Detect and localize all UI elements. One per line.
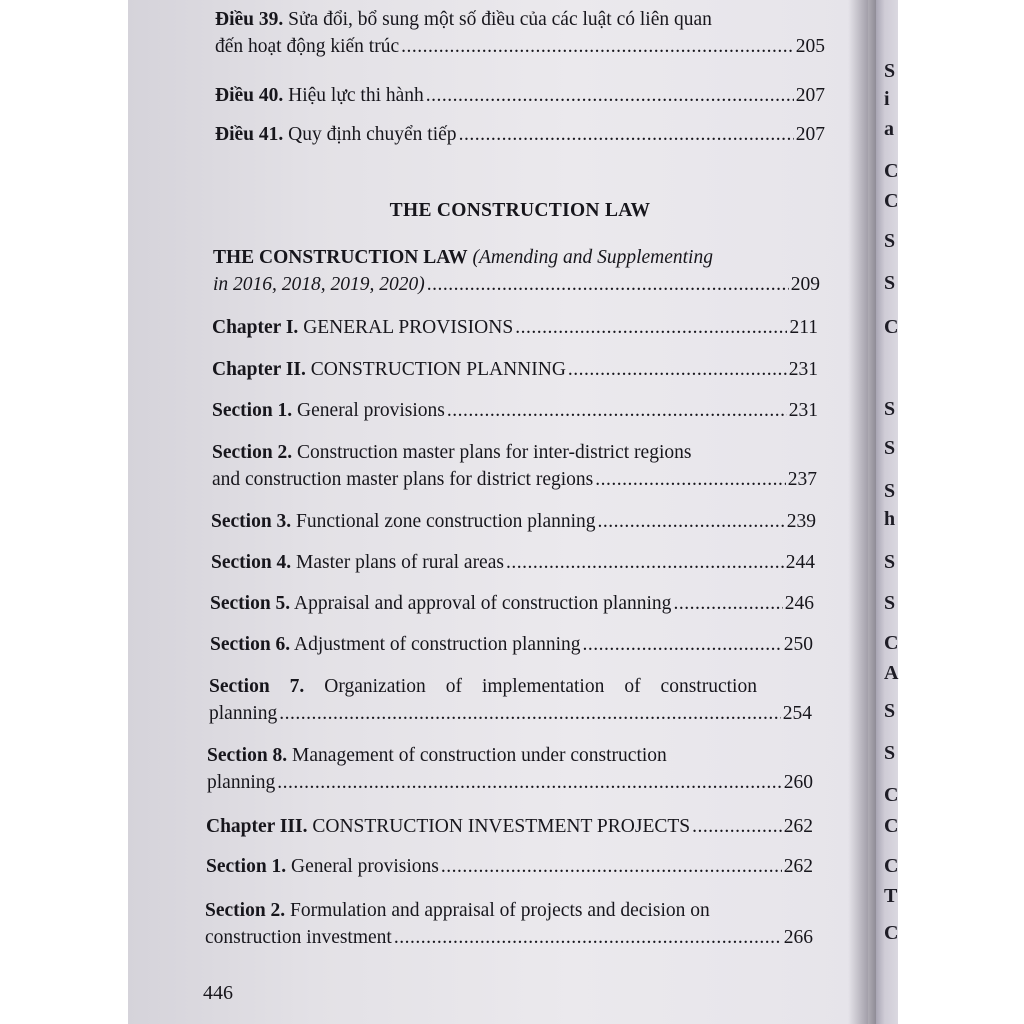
entry-title: Hiệu lực thi hành: [288, 85, 424, 106]
entry-title-cont: construction investment: [205, 927, 392, 948]
edge-letter: i: [884, 88, 890, 110]
entry-title-cont: and construction master plans for district regions: [212, 469, 594, 490]
entry-number: Section 2.: [205, 900, 286, 921]
entry-page: 207: [795, 124, 825, 145]
toc-entry: [210, 631, 813, 658]
entry-title-cont: planning: [207, 772, 276, 793]
section-heading: THE CONSTRUCTION LAW: [389, 200, 651, 221]
entry-page: 231: [788, 359, 818, 380]
entry-page: 205: [795, 36, 825, 57]
entry-title: Adjustment of construction planning: [293, 634, 581, 655]
entry-title: (Amending and Supplementing: [472, 247, 713, 268]
entry-number: THE CONSTRUCTION LAW: [213, 247, 468, 268]
edge-letter: a: [884, 118, 894, 140]
entry-number: Chapter I.: [212, 317, 299, 338]
edge-letter: S: [884, 272, 896, 294]
edge-letter: C: [884, 316, 899, 338]
entry-page: 266: [783, 927, 813, 948]
edge-letter: C: [884, 632, 899, 654]
toc-entry: [209, 673, 812, 727]
edge-letter: S: [884, 60, 896, 82]
entry-page: 262: [783, 856, 813, 877]
edge-letter: S: [884, 398, 896, 420]
leader-dots: [583, 631, 782, 658]
entry-page: 262: [783, 816, 813, 837]
entry-number: Section 2.: [212, 442, 293, 463]
leader-dots: [459, 121, 794, 148]
toc-entry: [215, 82, 825, 109]
leader-dots: [447, 397, 787, 424]
toc-entry: [213, 244, 820, 298]
entry-title: Management of construction under construction: [292, 745, 667, 766]
leader-dots: [427, 271, 789, 298]
leader-dots: [598, 508, 785, 535]
leader-dots: [279, 700, 781, 727]
entry-title: GENERAL PROVISIONS: [303, 317, 514, 338]
entry-number: Section 5.: [210, 593, 291, 614]
edge-letter: S: [884, 592, 896, 614]
entry-title-word: construction: [660, 676, 757, 697]
entry-number: Section 1.: [212, 400, 293, 421]
entry-title-word: implementation: [481, 676, 605, 697]
edge-letter: C: [884, 160, 899, 182]
toc-entry: [211, 508, 816, 535]
entry-page: 254: [782, 703, 812, 724]
leader-dots: [426, 82, 794, 109]
entry-number: Section 4.: [211, 552, 292, 573]
entry-title: Construction master plans for inter-district regions: [297, 442, 692, 463]
entry-title: General provisions: [297, 400, 445, 421]
entry-number: Chapter II.: [212, 359, 306, 380]
entry-page: 209: [790, 274, 820, 295]
entry-title-word: Organization: [324, 676, 426, 697]
leader-dots: [692, 813, 782, 840]
edge-letter: C: [884, 190, 899, 212]
entry-number: Điều 41.: [215, 124, 284, 145]
toc-entry: [207, 742, 813, 796]
entry-number: Section 8.: [207, 745, 288, 766]
leader-dots: [506, 549, 784, 576]
page-number: 446: [203, 982, 233, 1004]
edge-letter: S: [884, 742, 896, 764]
toc-entry: [212, 439, 817, 493]
entry-page: 207: [795, 85, 825, 106]
entry-number: Section 6.: [210, 634, 291, 655]
entry-number: Section 1.: [206, 856, 287, 877]
edge-letter: C: [884, 784, 899, 806]
entry-page: 244: [785, 552, 815, 573]
toc-entry: [215, 121, 825, 148]
entry-number: Điều 39.: [215, 9, 284, 30]
entry-number: Section 3.: [211, 511, 292, 532]
edge-letter: C: [884, 855, 899, 877]
entry-title: General provisions: [291, 856, 439, 877]
entry-page: 231: [788, 400, 818, 421]
toc-entry: [215, 6, 825, 60]
entry-number: Chapter III.: [206, 816, 308, 837]
entry-page: 239: [786, 511, 816, 532]
toc-entry: [211, 549, 815, 576]
edge-letter: h: [884, 508, 896, 530]
toc-entry: [212, 397, 818, 424]
toc-entry: [212, 314, 818, 341]
edge-letter: S: [884, 437, 896, 459]
leader-dots: [595, 466, 786, 493]
edge-letter: S: [884, 230, 896, 252]
entry-title: Functional zone construction planning: [296, 511, 596, 532]
entry-title-cont: planning: [209, 703, 278, 724]
leader-dots: [673, 590, 782, 617]
entry-number-digit: 7.: [289, 676, 305, 697]
leader-dots: [401, 33, 794, 60]
edge-letter: T: [884, 885, 898, 907]
entry-title-word: of: [445, 676, 462, 697]
entry-number: Section: [209, 676, 270, 697]
toc-entry: [210, 590, 814, 617]
entry-title: Appraisal and approval of construction planning: [293, 593, 672, 614]
edge-letter: S: [884, 700, 896, 722]
toc-entry: [206, 813, 813, 840]
edge-letter: C: [884, 815, 899, 837]
leader-dots: [441, 853, 782, 880]
entry-title: CONSTRUCTION INVESTMENT PROJECTS: [312, 816, 691, 837]
edge-letter: A: [884, 662, 899, 684]
entry-title: Master plans of rural areas: [296, 552, 504, 573]
leader-dots: [568, 356, 787, 383]
edge-letter: S: [884, 551, 896, 573]
entry-title: CONSTRUCTION PLANNING: [310, 359, 566, 380]
entry-title: Quy định chuyển tiếp: [288, 124, 457, 145]
entry-title: Sửa đổi, bổ sung một số điều của các luật có liên quan: [288, 9, 712, 30]
toc-entry: [206, 853, 813, 880]
entry-number: Điều 40.: [215, 85, 284, 106]
entry-title: Formulation and appraisal of projects and decision on: [290, 900, 710, 921]
entry-title-cont: in 2016, 2018, 2019, 2020): [213, 274, 425, 295]
entry-page: 246: [784, 593, 814, 614]
entry-page: 250: [783, 634, 813, 655]
edge-letter: C: [884, 922, 899, 944]
entry-page: 211: [789, 317, 818, 338]
entry-title-cont: đến hoạt động kiến trúc: [215, 36, 400, 57]
entry-title-word: of: [624, 676, 641, 697]
leader-dots: [515, 314, 787, 341]
toc-entry: [205, 897, 813, 951]
leader-dots: [394, 924, 782, 951]
entry-page: 237: [787, 469, 817, 490]
toc-entry: [212, 356, 818, 383]
edge-letter: S: [884, 480, 896, 502]
entry-page: 260: [783, 772, 813, 793]
leader-dots: [277, 769, 782, 796]
